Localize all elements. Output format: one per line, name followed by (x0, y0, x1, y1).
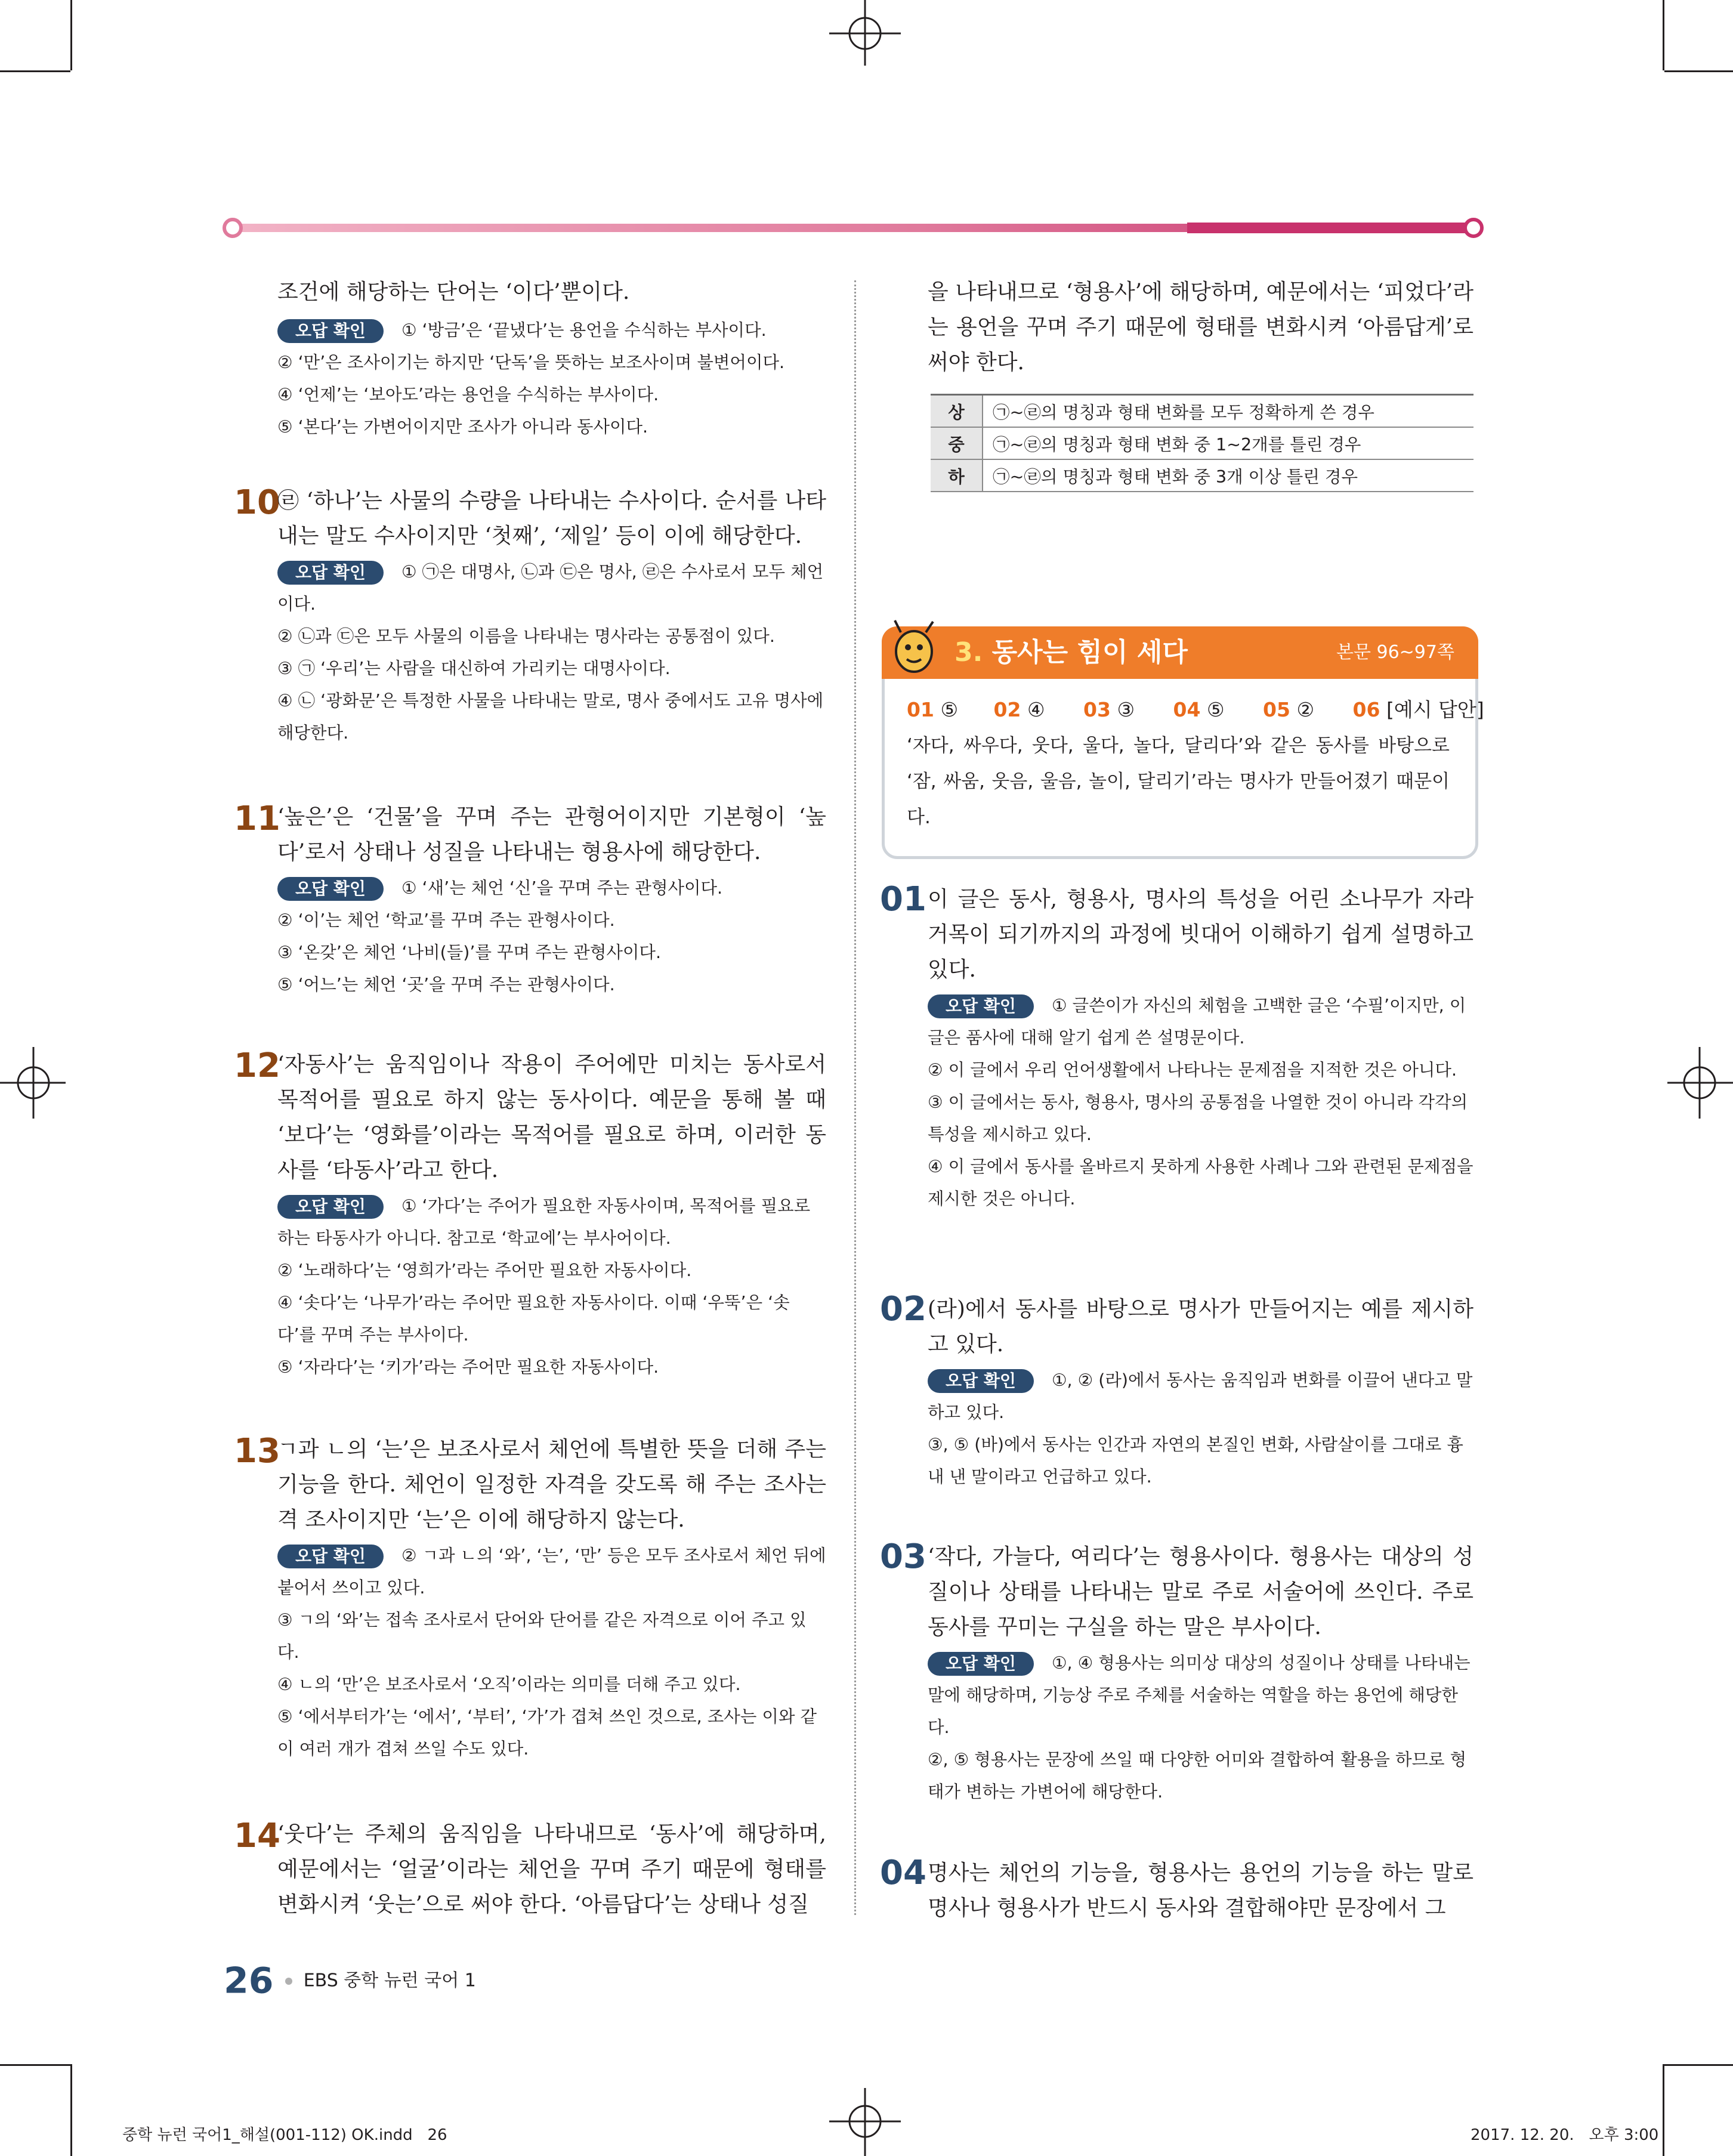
question-number: 11 (234, 799, 280, 838)
section-pages: 본문 96~97쪽 (1336, 642, 1454, 663)
wrong-check-badge: 오답 확인 (277, 1545, 384, 1568)
answer-key (907, 692, 1484, 835)
answer-key-item: 06 [예시 답안] (1352, 698, 1484, 721)
list-item: ① ‘가다’는 주어가 필요한 자동사이며, 목적어를 필요로 하는 타동사가 아니다. 참고로 ‘학교에’는 부사어이다. (277, 1196, 811, 1248)
list-item: ② 이 글에서 우리 언어생활에서 나타나는 문제점을 지적한 것은 아니다. (928, 1060, 1457, 1080)
table-row (931, 396, 1473, 427)
grade-description: ㉠~㉣의 명칭과 형태 변화 중 3개 이상 틀린 경우 (983, 459, 1473, 492)
section-title-text: 동사는 힘이 세다 (991, 637, 1188, 668)
list-item: ⑤ ‘본다’는 가변어이지만 조사가 아니라 동사이다. (277, 417, 648, 437)
list-item: ①, ④ 형용사는 의미상 대상의 성질이나 상태를 나타내는 말에 해당하며, 기능상 주로 주체를 서술하는 역할을 하는 용언에 해당한다. (928, 1653, 1471, 1737)
list-item: ⑤ ‘자라다’는 ‘키가’라는 주어만 필요한 자동사이다. (277, 1357, 659, 1377)
question-number: 03 (880, 1537, 926, 1576)
wrong-check-block (277, 1540, 826, 1765)
answer-text: ㄱ과 ㄴ의 ‘는’은 보조사로서 체언에 특별한 뜻을 더해 주는 기능을 한다. 체언이 일정한 자격을 갖도록 해 주는 조사는 격 조사이지만 ‘는’은 이에 해당하지 않는다. (277, 1437, 826, 1532)
question-number: 04 (880, 1854, 926, 1892)
answer-04 (928, 1855, 1473, 1926)
answer-text: ‘높은’은 ‘건물’을 꾸며 주는 관형어이지만 기본형이 ‘높다’로서 상태나 성질을 나타내는 형용사에 해당한다. (277, 805, 826, 864)
wrong-check-badge: 오답 확인 (928, 1652, 1034, 1676)
list-item: ④ ㉡ ‘광화문’은 특정한 사물을 나타내는 말로, 명사 중에서도 고유 명사에 해당한다. (277, 691, 824, 743)
answer-14 (277, 1817, 826, 1922)
grade-cell: 상 (931, 396, 983, 427)
wrong-check-block (928, 1647, 1473, 1808)
bullet-dot (285, 1978, 292, 1985)
list-item: ④ 이 글에서 동사를 올바르지 못하게 사용한 사례나 그와 관련된 문제점을 제시한 것은 아니다. (928, 1157, 1473, 1209)
list-item: ①, ② (라)에서 동사는 움직임과 변화를 이끌어 낸다고 말하고 있다. (928, 1370, 1473, 1422)
wrong-check-block (277, 872, 826, 1001)
answer-key-item: 02 ④ (993, 698, 1045, 721)
header-bar (221, 216, 1485, 240)
column-divider (854, 280, 856, 1915)
grade-cell: 중 (931, 427, 983, 459)
grade-description: ㉠~㉣의 명칭과 형태 변화 중 1~2개를 틀린 경우 (983, 427, 1473, 459)
file-name: 중학 뉴런 국어1_해설(001-112) OK.indd 26 (122, 2126, 447, 2144)
crop-mark (1663, 2064, 1664, 2156)
registration-mark (1667, 1047, 1733, 1119)
answer-13 (277, 1432, 826, 1765)
answer-key-item: 05 ② (1263, 698, 1315, 721)
answer-key-row (907, 692, 1484, 728)
wrong-check-badge: 오답 확인 (277, 1195, 384, 1219)
answer-text: ‘작다, 가늘다, 여리다’는 형용사이다. 형용사는 대상의 성질이나 상태를 나타내는 말로 주로 서술어에 쓰인다. 주로 동사를 꾸미는 구실을 하는 말은 부사이다. (928, 1545, 1473, 1639)
list-item: ⑤ ‘어느’는 체언 ‘곳’을 꾸며 주는 관형사이다. (277, 975, 615, 994)
list-item: ④ ‘언제’는 ‘보아도’라는 용언을 수식하는 부사이다. (277, 385, 659, 404)
grade-cell: 하 (931, 459, 983, 492)
answer-text: (라)에서 동사를 바탕으로 명사가 만들어지는 예를 제시하고 있다. (928, 1297, 1473, 1357)
question-number: 14 (234, 1817, 280, 1855)
grade-description: ㉠~㉣의 명칭과 형태 변화를 모두 정확하게 쓴 경우 (983, 396, 1473, 427)
list-item: ① ㉠은 대명사, ㉡과 ㉢은 명사, ㉣은 수사로서 모두 체언이다. (277, 562, 824, 614)
wrong-check-badge: 오답 확인 (277, 319, 384, 343)
answer-key-item: 04 ⑤ (1173, 698, 1225, 721)
answer-text: ㉣ ‘하나’는 사물의 수량을 나타내는 수사이다. 순서를 나타내는 말도 수사이지만 ‘첫째’, ‘제일’ 등이 이에 해당한다. (277, 489, 826, 548)
table-row (931, 459, 1473, 492)
wrong-check-block (277, 1190, 826, 1383)
answer-10 (277, 483, 826, 749)
list-item: ① 글쓴이가 자신의 체험을 고백한 글은 ‘수필’이지만, 이 글은 품사에 대해 알기 쉽게 쓴 설명문이다. (928, 996, 1466, 1048)
intro-text: 조건에 해당하는 단어는 ‘이다’뿐이다. (277, 280, 630, 304)
list-item: ① ‘새’는 체언 ‘신’을 꾸며 주는 관형사이다. (401, 878, 723, 898)
right-continuation (928, 274, 1473, 380)
continuation-text: 을 나타내므로 ‘형용사’에 해당하며, 예문에서는 ‘피었다’라는 용언을 꾸며 주기 때문에 형태를 변화시켜 ‘아름답게’로 써야 한다. (928, 280, 1473, 375)
crop-mark (1664, 70, 1733, 72)
answer-12 (277, 1047, 826, 1383)
question-number: 10 (234, 483, 280, 522)
crop-mark (70, 0, 72, 70)
table-row (931, 427, 1473, 459)
wrong-check-block (928, 990, 1473, 1215)
left-column (277, 274, 826, 443)
list-item: ③ ㄱ의 ‘와’는 접속 조사로서 단어와 단어를 같은 자격으로 이어 주고 있다. (277, 1610, 807, 1662)
print-date: 2017. 12. 20. 오후 3:00 (1471, 2126, 1659, 2144)
registration-mark (829, 2088, 901, 2156)
answer-key-item: 03 ③ (1083, 698, 1135, 721)
list-item: ④ ‘솟다’는 ‘나무가’라는 주어만 필요한 자동사이다. 이때 ‘우뚝’은 ‘솟다’를 꾸며 주는 부사이다. (277, 1293, 790, 1345)
wrong-check-block (277, 556, 826, 749)
crop-mark (1663, 0, 1664, 70)
wrong-check-block (928, 1364, 1473, 1493)
list-item: ② ㉡과 ㉢은 모두 사물의 이름을 나타내는 명사라는 공통점이 있다. (277, 626, 775, 646)
list-item: ③, ⑤ (바)에서 동사는 인간과 자연의 본질인 변화, 사람살이를 그대로 흉내 낸 말이라고 언급하고 있다. (928, 1435, 1463, 1487)
grading-table (931, 394, 1473, 492)
registration-mark (829, 0, 901, 66)
list-item: ② ㄱ과 ㄴ의 ‘와’, ‘는’, ‘만’ 등은 모두 조사로서 체언 뒤에 붙어서 쓰이고 있다. (277, 1546, 826, 1598)
wrong-check-badge: 오답 확인 (277, 561, 384, 585)
book-title: EBS 중학 뉴런 국어 1 (303, 1970, 476, 1991)
page-number: 26 (224, 1960, 274, 2002)
mascot-icon (883, 614, 943, 680)
answer-key-text: ‘자다, 싸우다, 웃다, 울다, 놀다, 달리다’와 같은 동사를 바탕으로 ‘잠, 싸움, 웃음, 울음, 놀이, 달리기’라는 명사가 만들어졌기 때문이다. (907, 735, 1450, 828)
answer-text: 이 글은 동사, 형용사, 명사의 특성을 어린 소나무가 자라 거목이 되기까지의 과정에 빗대어 이해하기 쉽게 설명하고 있다. (928, 887, 1473, 982)
registration-mark (0, 1047, 66, 1119)
section-number: 3. (954, 637, 983, 668)
answer-11 (277, 799, 826, 1001)
list-item: ② ‘노래하다’는 ‘영희가’라는 주어만 필요한 자동사이다. (277, 1261, 692, 1280)
crop-mark (1664, 2064, 1733, 2066)
list-item: ② ‘만’은 조사이기는 하지만 ‘단독’을 뜻하는 보조사이며 불변어이다. (277, 353, 785, 372)
section-title (954, 631, 1188, 674)
question-number: 02 (880, 1290, 926, 1329)
list-item: ⑤ ‘에서부터가’는 ‘에서’, ‘부터’, ‘가’가 겹쳐 쓰인 것으로, 조사는 이와 같이 여러 개가 겹쳐 쓰일 수도 있다. (277, 1707, 817, 1759)
list-item: ④ ㄴ의 ‘만’은 보조사로서 ‘오직’이라는 의미를 더해 주고 있다. (277, 1675, 741, 1694)
crop-mark (70, 2064, 72, 2156)
question-number: 01 (880, 880, 926, 919)
list-item: ②, ⑤ 형용사는 문장에 쓰일 때 다양한 어미와 결합하여 활용을 하므로 형태가 변하는 가변어에 해당한다. (928, 1750, 1467, 1802)
answer-text: 명사는 체언의 기능을, 형용사는 용언의 기능을 하는 말로 명사나 형용사가 반드시 동사와 결합해야만 문장에서 그 (928, 1861, 1473, 1920)
list-item: ② ‘이’는 체언 ‘학교’를 꾸며 주는 관형사이다. (277, 910, 615, 930)
answer-key-item: 01 ⑤ (907, 698, 959, 721)
crop-mark (0, 2064, 70, 2066)
answer-01 (928, 882, 1473, 1215)
list-item: ③ ㉠ ‘우리’는 사람을 대신하여 가리키는 대명사이다. (277, 659, 671, 678)
page-footer (224, 1960, 476, 2001)
question-number: 12 (234, 1046, 280, 1085)
list-item: ① ‘방금’은 ‘끝냈다’는 용언을 수식하는 부사이다. (401, 320, 767, 340)
wrong-check-badge: 오답 확인 (928, 1369, 1034, 1393)
wrong-check-badge: 오답 확인 (928, 994, 1034, 1018)
question-number: 13 (234, 1432, 280, 1471)
answer-03 (928, 1539, 1473, 1808)
answer-text: ‘웃다’는 주체의 움직임을 나타내므로 ‘동사’에 해당하며, 예문에서는 ‘얼굴’이라는 체언을 꾸며 주기 때문에 형태를 변화시켜 ‘웃는’으로 써야 한다. ‘아름답다’는 상태나 성질 (277, 1822, 826, 1917)
wrong-check-badge: 오답 확인 (277, 877, 384, 901)
list-item: ③ ‘온갖’은 체언 ‘나비(들)’를 꾸며 주는 관형사이다. (277, 943, 661, 962)
answer-text: ‘자동사’는 움직임이나 작용이 주어에만 미치는 동사로서 목적어를 필요로 하지 않는 동사이다. 예문을 통해 볼 때 ‘보다’는 ‘영화를’이라는 목적어를 필요로 하며, 이러한 동사를 ‘타동사’라고 한다. (277, 1052, 826, 1182)
list-item: ③ 이 글에서는 동사, 형용사, 명사의 공통점을 나열한 것이 아니라 각각의 특성을 제시하고 있다. (928, 1092, 1468, 1144)
answer-02 (928, 1292, 1473, 1493)
wrong-check-block (277, 314, 826, 443)
crop-mark (0, 70, 70, 72)
